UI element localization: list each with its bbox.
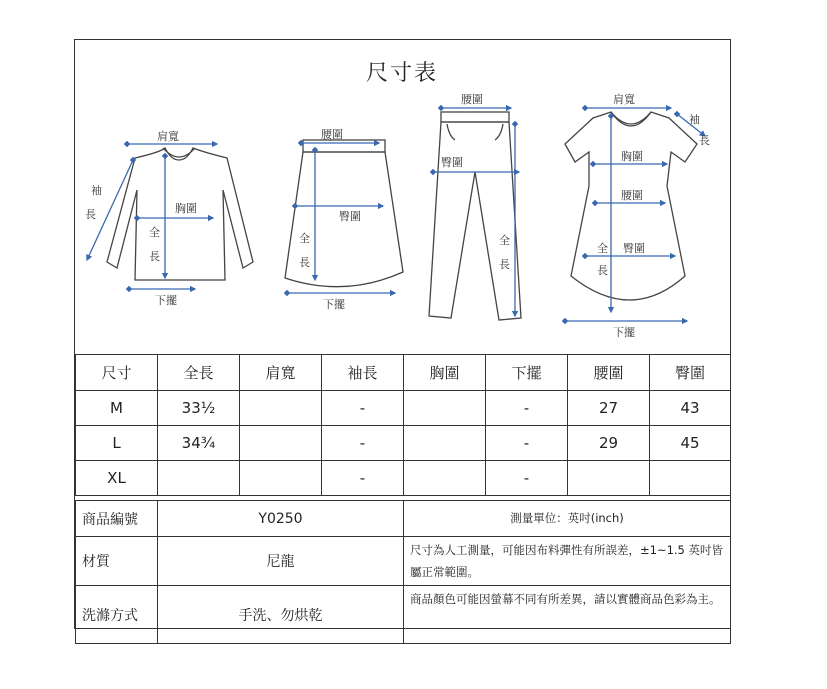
header-shoulder: 肩寬 xyxy=(240,355,322,391)
header-waist: 腰圍 xyxy=(568,355,650,391)
table-cell xyxy=(404,461,486,496)
dress-chest-label: 胸圍 xyxy=(621,150,643,163)
table-cell xyxy=(404,426,486,461)
table-cell: 43 xyxy=(650,391,731,426)
top-hem-label: 下擺 xyxy=(155,294,177,307)
measurement-illustrations xyxy=(75,40,729,355)
table-cell: 34¾ xyxy=(158,426,240,461)
table-cell: M xyxy=(76,391,158,426)
table-cell: - xyxy=(322,461,404,496)
material-label: 材質 xyxy=(76,537,158,586)
info-row-code xyxy=(76,501,731,537)
pants-length-label-1: 全 xyxy=(499,234,510,247)
top-chest-label: 胸圍 xyxy=(175,202,197,215)
dress-hem-label: 下擺 xyxy=(613,326,635,339)
pants-diagram xyxy=(429,112,521,320)
table-cell: - xyxy=(486,391,568,426)
pants-hip-label: 臀圍 xyxy=(441,156,463,169)
skirt-hip-label: 臀圍 xyxy=(339,210,361,223)
dress-waist-label: 腰圍 xyxy=(621,189,643,202)
top-sleeve-label-2: 長 xyxy=(85,208,96,221)
pants-length-label-2: 長 xyxy=(499,258,510,271)
header-length: 全長 xyxy=(158,355,240,391)
care-value: 手洗、勿烘乾 xyxy=(158,586,404,644)
header-hip: 臀圍 xyxy=(650,355,731,391)
size-table-header-row xyxy=(76,355,731,391)
table-cell: - xyxy=(486,461,568,496)
skirt-hem-label: 下擺 xyxy=(323,298,345,311)
header-size: 尺寸 xyxy=(76,355,158,391)
table-cell xyxy=(240,461,322,496)
table-cell xyxy=(158,461,240,496)
header-hem: 下擺 xyxy=(486,355,568,391)
table-cell xyxy=(240,426,322,461)
skirt-length-label-1: 全 xyxy=(299,232,310,245)
product-code-value: Y0250 xyxy=(158,501,404,537)
unit-note: 測量單位：英吋(inch) xyxy=(404,501,731,537)
table-cell: 45 xyxy=(650,426,731,461)
top-length-label-2: 長 xyxy=(149,250,160,263)
dress-length-label-2: 長 xyxy=(597,264,608,277)
size-chart-sheet xyxy=(74,39,731,629)
top-sleeve-label-1: 袖 xyxy=(91,184,102,197)
header-chest: 胸圍 xyxy=(404,355,486,391)
dress-shoulder-label: 肩寬 xyxy=(613,93,635,106)
page-title: 尺寸表 xyxy=(365,61,438,86)
color-note: 商品顏色可能因螢幕不同有所差異，請以實體商品色彩為主。 xyxy=(404,586,731,644)
table-cell: - xyxy=(322,426,404,461)
table-cell xyxy=(404,391,486,426)
care-label: 洗滌方式 xyxy=(76,586,158,644)
dress-sleeve-label-1: 袖 xyxy=(689,113,700,126)
pants-waist-label: 腰圍 xyxy=(461,93,483,106)
skirt-length-label-2: 長 xyxy=(299,256,310,269)
table-cell: 33½ xyxy=(158,391,240,426)
skirt-waist-label: 腰圍 xyxy=(321,128,343,141)
garment-diagrams xyxy=(75,40,729,354)
table-row xyxy=(76,391,731,426)
table-cell: - xyxy=(322,391,404,426)
table-cell xyxy=(650,461,731,496)
table-row xyxy=(76,426,731,461)
dress-hip-label: 臀圍 xyxy=(623,242,645,255)
table-cell: 29 xyxy=(568,426,650,461)
top-length-label-1: 全 xyxy=(149,226,160,239)
material-value: 尼龍 xyxy=(158,537,404,586)
table-cell xyxy=(568,461,650,496)
product-code-label: 商品編號 xyxy=(76,501,158,537)
header-sleeve: 袖長 xyxy=(322,355,404,391)
table-cell: - xyxy=(486,426,568,461)
info-row-material xyxy=(76,537,731,586)
table-cell: 27 xyxy=(568,391,650,426)
table-cell: XL xyxy=(76,461,158,496)
top-shoulder-label: 肩寬 xyxy=(157,130,179,143)
dress-length-label-1: 全 xyxy=(597,242,608,255)
dress-diagram xyxy=(565,112,697,300)
size-table xyxy=(75,354,731,496)
measurement-note: 尺寸為人工測量，可能因布料彈性有所誤差，±1~1.5 英吋皆屬正常範圍。 xyxy=(404,537,731,586)
table-row xyxy=(76,461,731,496)
info-row-care xyxy=(76,586,731,644)
product-info-table xyxy=(75,500,731,644)
table-cell: L xyxy=(76,426,158,461)
dress-sleeve-label-2: 長 xyxy=(699,134,710,147)
table-cell xyxy=(240,391,322,426)
